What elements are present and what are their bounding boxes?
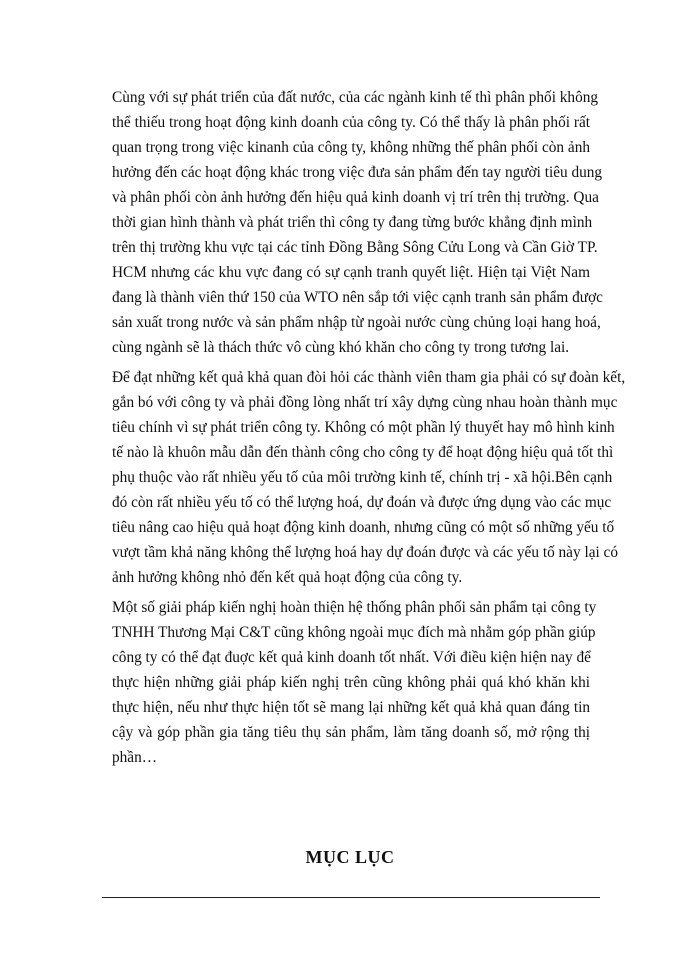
text-line: thực hiện những giải pháp kiến nghị trên cũng không phải quá khó khăn khi — [112, 674, 590, 691]
text-line: thể thiếu trong hoạt động kinh doanh của công ty. Có thể thấy là phân phối rất — [112, 114, 590, 131]
text-line: Cùng với sự phát triển của đất nước, của các ngành kinh tế thì phân phối không — [112, 89, 599, 106]
text-line: quan trọng trong việc kinanh của công ty, không những thế phân phối còn ảnh — [112, 139, 590, 156]
text-line: và phân phối còn ảnh hưởng đến hiệu quả kinh doanh vị trí trên thị trường. Qua — [112, 189, 599, 206]
text-line: ảnh hưởng không nhỏ đến kết quả hoạt động của công ty. — [112, 569, 463, 586]
text-line: tiêu nâng cao hiệu quả hoạt động kinh doanh, nhưng cũng có một số những yếu tố — [112, 519, 615, 536]
text-line: thời gian hình thành và phát triển thì công ty đang từng bước khẳng định mình — [112, 214, 593, 231]
text-line: trên thị trường khu vực tại các tỉnh Đồng Bằng Sông Cửu Long và Cần Giờ TP. — [112, 239, 598, 256]
text-line: Một số giải pháp kiến nghị hoàn thiện hệ thống phân phối sản phẩm tại công ty — [112, 599, 597, 616]
text-line: TNHH Thương Mại C&T cũng không ngoài mục đích mà nhằm góp phần giúp — [112, 624, 596, 641]
text-line: cùng ngành sẽ là thách thức vô cùng khó khăn cho công ty trong tương lai. — [112, 339, 570, 356]
text-line: tiêu chính vì sự phát triển công ty. Không có một phần lý thuyết hay mô hình kinh — [112, 419, 615, 436]
table-of-contents-heading: MỤC LỤC — [305, 847, 395, 867]
text-line: HCM nhưng các khu vực đang có sự cạnh tranh quyết liệt. Hiện tại Việt Nam — [112, 264, 590, 281]
text-line: đó còn rất nhiều yếu tố có thể lượng hoá, dự đoán và được ứng dụng vào các mục — [112, 494, 612, 511]
text-line: cậy và góp phần gia tăng tiêu thụ sản phẩm, làm tăng doanh số, mở rộng thị — [112, 724, 590, 741]
footer-divider — [102, 897, 600, 898]
text-line: công ty có thể đạt đuợc kết quả kinh doanh tốt nhất. Với điều kiện hiện nay để — [112, 649, 591, 666]
text-line: hưởng đến các hoạt động khác trong việc đưa sản phẩm đến tay người tiêu dung — [112, 164, 603, 181]
text-line: phần… — [112, 749, 158, 766]
text-line: vượt tầm khả năng không thể lượng hoá hay dự đoán được và các yếu tố này lại có — [112, 544, 618, 561]
text-line: Để đạt những kết quả khả quan đòi hỏi các thành viên tham gia phải có sự đoàn kết, — [112, 369, 626, 386]
text-line: gắn bó với công ty và phải đồng lòng nhất trí xây dựng cùng nhau hoàn thành mục — [112, 394, 618, 411]
text-line: tế nào là khuôn mẫu dẫn đến thành công cho công ty để hoạt động hiệu quả tốt thì — [112, 444, 614, 461]
text-line: đang là thành viên thứ 150 của WTO nên sắp tới việc cạnh tranh sản phẩm được — [112, 289, 603, 306]
text-line: sản xuất trong nước và sản phẩm nhập từ ngoài nước cùng chủng loại hang hoá, — [112, 314, 601, 331]
text-line: thực hiện, nếu như thực hiện tốt sẽ mang lại những kết quả khả quan đáng tin — [112, 699, 590, 716]
text-line: phụ thuộc vào rất nhiều yếu tố của môi trường kinh tế, chính trị - xã hội.Bên cạnh — [112, 469, 613, 486]
